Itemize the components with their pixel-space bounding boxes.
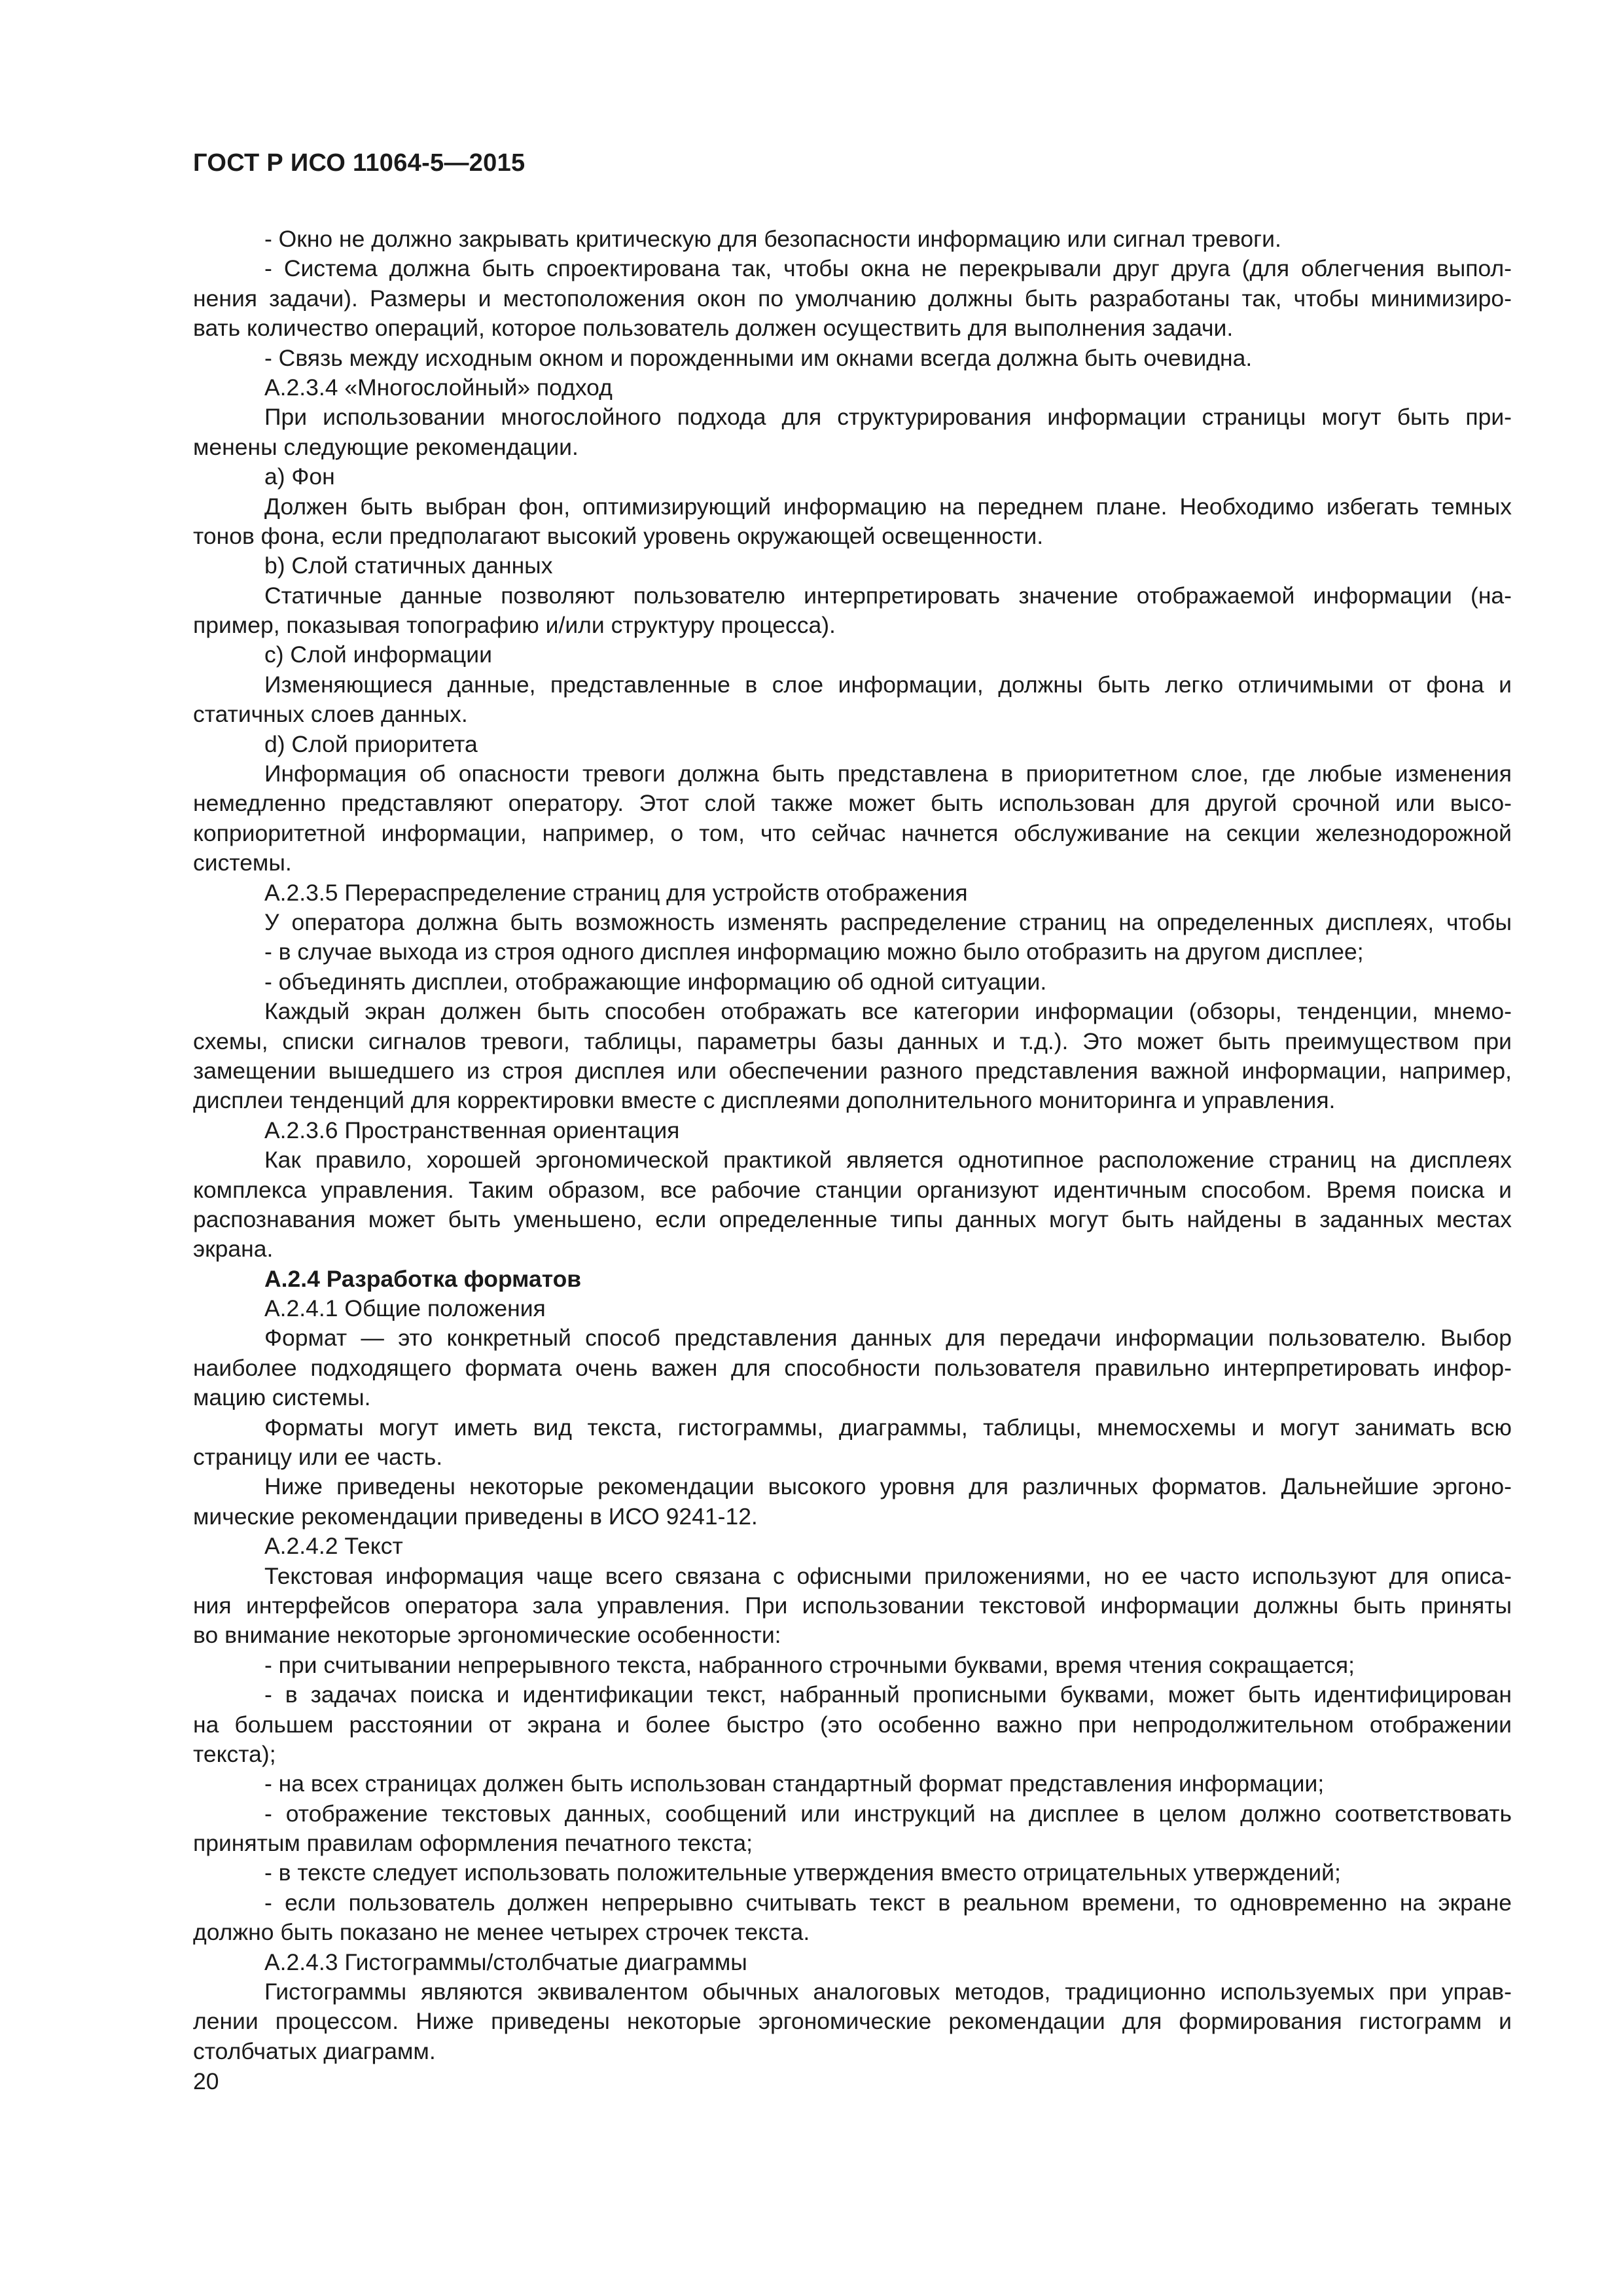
text-line: замещении вышедшего из строя дисплея или обеспечении разного представления важной информации, например,	[193, 1057, 1512, 1084]
text-line: Как правило, хорошей эргономической практикой является однотипное расположение страниц на дисплеях	[264, 1147, 1512, 1174]
text-line: нения задачи). Размеры и местоположения окон по умолчанию должны быть разработаны так, чтобы минимизиро-	[193, 285, 1512, 312]
text-line: Статичные данные позволяют пользователю интерпретировать значение отображаемой информации (на-	[264, 582, 1512, 609]
text-line: A.2.3.6 Пространственная ориентация	[264, 1117, 680, 1143]
text-line: A.2.4.3 Гистограммы/столбчатые диаграммы	[264, 1948, 747, 1975]
text-line: Информация об опасности тревоги должна быть представлена в приоритетном слое, где любые изменения	[264, 761, 1512, 787]
text-line: вать количество операций, которое пользователь должен осуществить для выполнения задачи.	[193, 315, 1234, 342]
text-line: Гистограммы являются эквивалентом обычных аналоговых методов, традиционно используемых при управ-	[264, 1979, 1512, 2005]
text-line: Ниже приведены некоторые рекомендации высокого уровня для различных форматов. Дальнейшие эргоно-	[264, 1473, 1512, 1500]
text-line: - при считывании непрерывного текста, набранного строчными буквами, время чтения сокращается;	[264, 1651, 1355, 1678]
document-body	[193, 224, 1512, 2066]
text-line: статичных слоев данных.	[193, 701, 468, 728]
text-line: Формат — это конкретный способ представления данных для передачи информации пользователю. Выбор	[264, 1325, 1512, 1352]
text-line: При использовании многослойного подхода для структурирования информации страницы могут быть при-	[264, 404, 1512, 431]
text-line: A.2.3.4 «Многослойный» подход	[264, 374, 613, 401]
page-number: 20	[193, 2068, 219, 2094]
text-line: c) Слой информации	[264, 641, 492, 668]
text-line: - в тексте следует использовать положительные утверждения вместо отрицательных утверждений;	[264, 1859, 1341, 1886]
text-line: У оператора должна быть возможность изменять распределение страниц на определенных дисплеях, чтобы	[264, 908, 1512, 935]
text-line: на большем расстоянии от экрана и более быстро (это особенно важно при непродолжительном отображении	[193, 1711, 1512, 1738]
text-line: Текстовая информация чаще всего связана с офисными приложениями, но ее часто используют для описа-	[264, 1562, 1512, 1589]
text-line: коприоритетной информации, например, о том, что сейчас начнется обслуживание на секции железнодорожной	[193, 819, 1512, 846]
text-line: A.2.4.1 Общие положения	[264, 1295, 546, 1322]
text-line: должно быть показано не менее четырех строчек текста.	[193, 1919, 810, 1946]
text-line: во внимание некоторые эргономические особенности:	[193, 1622, 781, 1649]
text-line: ния интерфейсов оператора зала управления. При использовании текстовой информации должны быть приняты	[193, 1592, 1512, 1619]
text-line: тонов фона, если предполагают высокий уровень окружающей освещенности.	[193, 522, 1044, 549]
document-header: ГОСТ Р ИСО 11064-5—2015	[193, 149, 526, 177]
text-line: столбчатых диаграмм.	[193, 2037, 436, 2064]
text-line: Должен быть выбран фон, оптимизирующий информацию на переднем плане. Необходимо избегать темных	[264, 493, 1512, 520]
section-heading-line: A.2.4 Разработка форматов	[264, 1265, 582, 1292]
text-line: лении процессом. Ниже приведены некоторые эргономические рекомендации для формирования гистограмм и	[193, 2008, 1512, 2035]
text-line: немедленно представляют оператору. Этот слой также может быть использован для другой срочной или высо-	[193, 790, 1512, 817]
text-line: a) Фон	[264, 463, 335, 490]
text-line: принятым правилам оформления печатного текста;	[193, 1830, 753, 1857]
text-line: экрана.	[193, 1236, 274, 1263]
text-line: - в задачах поиска и идентификации текст, набранный прописными буквами, может быть идентифицирован	[264, 1681, 1512, 1708]
text-line: пример, показывая топографию и/или структуру процесса).	[193, 612, 836, 639]
text-line: - Система должна быть спроектирована так, чтобы окна не перекрывали друг друга (для облегчения выпол-	[264, 255, 1512, 282]
text-line: - Окно не должно закрывать критическую для безопасности информацию или сигнал тревоги.	[264, 226, 1281, 252]
text-line: - отображение текстовых данных, сообщений или инструкций на дисплее в целом должно соответствовать	[264, 1800, 1512, 1827]
text-line: Форматы могут иметь вид текста, гистограммы, диаграммы, таблицы, мнемосхемы и могут занимать всю	[264, 1414, 1512, 1441]
text-line: d) Слой приоритета	[264, 730, 478, 757]
text-line: b) Слой статичных данных	[264, 552, 553, 579]
text-line: менены следующие рекомендации.	[193, 433, 579, 460]
text-line: распознавания может быть уменьшено, если определенные типы данных могут быть найдены в заданных местах	[193, 1206, 1512, 1232]
text-line: текста);	[193, 1740, 276, 1767]
text-line: Изменяющиеся данные, представленные в слое информации, должны быть легко отличимыми от фона и	[264, 671, 1512, 698]
text-line: системы.	[193, 850, 292, 876]
text-line: - на всех страницах должен быть использован стандартный формат представления информации;	[264, 1770, 1325, 1797]
text-line: - объединять дисплеи, отображающие информацию об одной ситуации.	[264, 968, 1047, 995]
text-line: A.2.4.2 Текст	[264, 1533, 403, 1560]
text-line: мические рекомендации приведены в ИСО 9241-12.	[193, 1503, 758, 1530]
text-line: - Связь между исходным окном и порожденными им окнами всегда должна быть очевидна.	[264, 344, 1253, 371]
text-line: - в случае выхода из строя одного дисплея информацию можно было отобразить на другом дисплее;	[264, 939, 1364, 965]
text-line: страницу или ее часть.	[193, 1444, 443, 1471]
text-line: дисплеи тенденций для корректировки вместе с дисплеями дополнительного мониторинга и управления.	[193, 1087, 1336, 1114]
text-line: наиболее подходящего формата очень важен для способности пользователя правильно интерпретировать инфор-	[193, 1354, 1512, 1381]
text-line: Каждый экран должен быть способен отображать все категории информации (обзоры, тенденции, мнемо-	[264, 998, 1512, 1025]
text-line: схемы, списки сигналов тревоги, таблицы, параметры базы данных и т.д.). Это может быть преимуществом при	[193, 1028, 1512, 1054]
text-line: A.2.3.5 Перераспределение страниц для устройств отображения	[264, 879, 968, 906]
text-line: мацию системы.	[193, 1384, 371, 1411]
text-line: комплекса управления. Таким образом, все рабочие станции организуют идентичным способом. Время поиска и	[193, 1176, 1512, 1203]
text-line: - если пользователь должен непрерывно считывать текст в реальном времени, то одновременно на экране	[264, 1889, 1512, 1916]
